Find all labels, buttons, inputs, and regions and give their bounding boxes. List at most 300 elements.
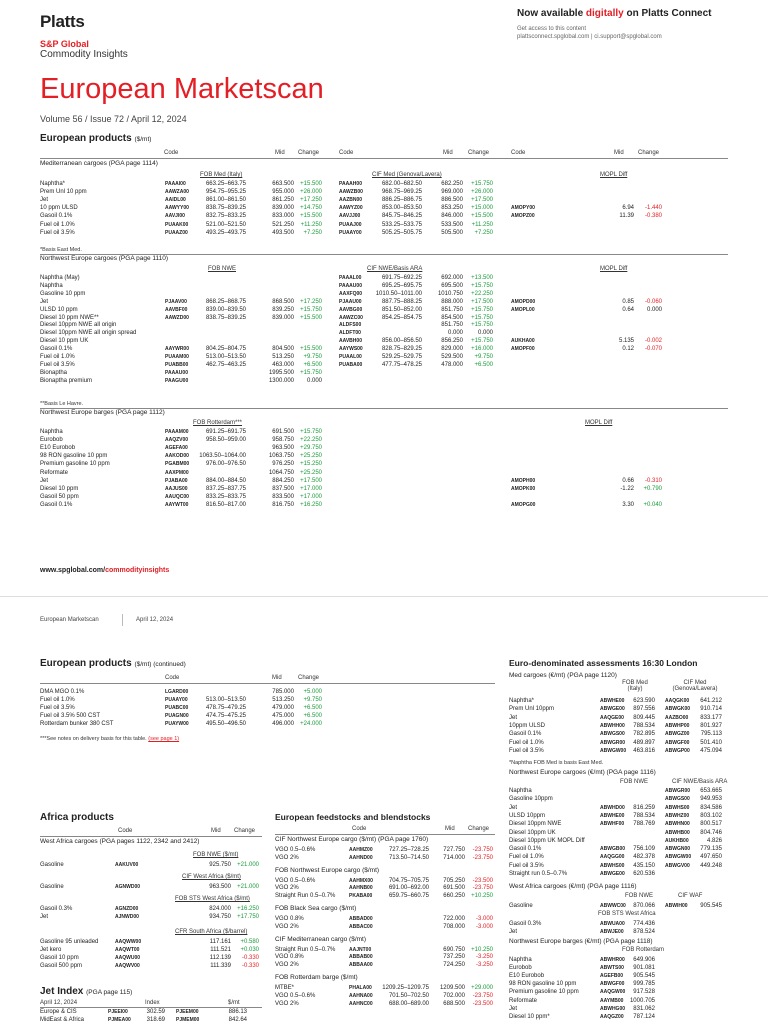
symbol-code: AAXFQ00 [339, 290, 363, 297]
row-label: Fuel oil 3.5% [40, 705, 75, 712]
symbol-code: ABBAC00 [349, 923, 373, 930]
row-label: Straight Run 0.5–0.7% [275, 946, 336, 953]
value-cell: 910.714 [700, 706, 722, 713]
section-title-european-products-cont: European products ($/mt) (continued) [40, 658, 186, 669]
row-label: Gasoil 0.1% [40, 346, 73, 353]
value-cell: 112.139 [209, 955, 231, 961]
symbol-code: PUABA00 [339, 361, 363, 368]
row-label: Fuel oil 3.5% [509, 747, 544, 754]
value-cell: 832.75–833.25 [205, 213, 246, 220]
value-cell: 999.785 [633, 981, 655, 988]
symbol-code: AMOPL00 [511, 306, 535, 313]
symbol-code: ABWHP00 [665, 722, 690, 729]
table-row [0, 501, 768, 509]
row-label: Gasoline 10ppm [509, 796, 553, 803]
symbol-code: PJMEA00 [108, 1017, 131, 1023]
symbol-code: ABWWC00 [600, 903, 626, 909]
value-cell: 682.250 [441, 181, 463, 187]
jet-index-title: Jet Index (PGA page 115) [40, 986, 133, 997]
table-row [0, 961, 768, 969]
col-change-2: Change [468, 150, 490, 156]
change-value: +15.750 [471, 282, 493, 289]
value-cell: 856.250 [441, 338, 463, 345]
row-label: VGO 2% [275, 962, 299, 969]
symbol-code: ABWHS00 [665, 804, 690, 811]
jet-col-index: Index [145, 1000, 160, 1006]
euro-fob-nwe-header: FOB NWE [620, 779, 648, 785]
value-cell: 804.746 [700, 829, 722, 836]
table-row [0, 861, 768, 869]
row-label: Diesel 10 ppm NWE** [40, 314, 99, 321]
value-cell: 708.000 [443, 923, 465, 930]
symbol-code: AMOPK00 [511, 485, 536, 492]
symbol-code: AAYWT00 [165, 501, 189, 508]
row-label: Bionaptha premium [40, 377, 93, 384]
platts-logo: Platts [40, 12, 85, 31]
value-cell: 861.250 [272, 197, 294, 204]
med-note: *Basis East Med. [40, 247, 82, 253]
symbol-code: PAAGU00 [165, 377, 189, 384]
volume-line: Volume 56 / Issue 72 / April 12, 2024 [40, 114, 187, 124]
delivery-note: ***See notes on delivery basis for this table. (see page 1) [40, 736, 180, 742]
value-cell: 861.00–861.50 [205, 197, 246, 204]
value-cell: 505.25–505.75 [381, 229, 422, 236]
table-row [0, 477, 768, 485]
value-cell: 117.161 [209, 939, 231, 945]
symbol-code: ABWGN00 [665, 846, 691, 853]
table-row [0, 361, 768, 369]
value-cell: 774.436 [633, 921, 655, 927]
symbol-code: ABWHD00 [600, 804, 625, 811]
page-separator [0, 596, 768, 597]
value-cell: 804.25–804.75 [205, 346, 246, 353]
jet-date: April 12, 2024 [40, 1000, 78, 1006]
table-row [0, 884, 768, 892]
symbol-code: AAKUV00 [115, 862, 139, 868]
fob-nwe-header: FOB NWE [208, 266, 236, 272]
value-cell: 1063.50–1064.00 [199, 453, 246, 460]
change-value: -1.440 [644, 205, 662, 212]
symbol-code: AAKOD00 [165, 453, 189, 460]
value-cell: 501.410 [700, 739, 722, 746]
value-cell: 691.500 [272, 429, 294, 435]
row-label: Jet [40, 914, 49, 920]
row-label: Jet [509, 929, 518, 936]
symbol-code: ABBAB00 [349, 954, 373, 961]
value-cell: 853.250 [441, 205, 463, 212]
change-value: -23.750 [472, 854, 493, 861]
value-cell: 1209.25–1209.75 [382, 985, 429, 991]
symbol-code: ABWIH00 [665, 903, 688, 909]
value-cell: 478.75–479.25 [205, 705, 246, 712]
symbol-code: PAAAI00 [165, 181, 186, 187]
value-cell: 851.750 [441, 322, 463, 329]
change-value: +15.750 [471, 322, 493, 329]
value-cell: 521.00–521.50 [205, 221, 246, 228]
symbol-code: PGABM00 [165, 461, 190, 468]
value-cell: 0.12 [622, 346, 634, 353]
value-cell: 837.25–837.75 [205, 485, 246, 492]
value-cell: 839.250 [272, 306, 294, 313]
euro-waf-title: West Africa cargoes (€/mt) (PGA page 1116) [509, 883, 637, 890]
value-cell: 462.75–463.25 [205, 361, 246, 368]
table-row [0, 915, 768, 923]
row-label: VGO 2% [275, 1000, 299, 1007]
symbol-code: AAVBG00 [339, 306, 363, 313]
row-label: Premium gasoline 10 ppm [509, 989, 579, 996]
row-label: Fuel oil 3.5% [509, 862, 544, 869]
change-value: +29.750 [300, 445, 322, 452]
symbol-code: AAZBN00 [339, 197, 363, 204]
cif-med-header: CIF Med (Genova/Lavera) [372, 172, 442, 178]
table-row [0, 369, 768, 377]
value-cell: 513.250 [272, 697, 294, 704]
value-cell: 479.000 [272, 705, 294, 712]
row-label: ULSD 10 ppm [40, 306, 78, 313]
change-value: -3.250 [475, 954, 493, 961]
table-row [0, 428, 768, 436]
symbol-code: ABWGK00 [665, 706, 691, 713]
value-cell: 834.586 [700, 804, 722, 811]
symbol-code: AAQZV00 [165, 437, 189, 444]
euro-med-note: *Naphtha FOB Med is basis East Med. [509, 760, 604, 766]
value-cell: 620.536 [633, 871, 655, 877]
symbol-code: ABWGR00 [600, 739, 626, 746]
symbol-code: ABBAA00 [349, 962, 373, 969]
row-label: Naphtha* [40, 181, 66, 187]
symbol-code: ABBAD00 [349, 916, 373, 922]
value-cell: 529.500 [441, 354, 463, 360]
mopl-diff-header-2: MOPL Diff [600, 266, 628, 272]
change-value: -23.750 [472, 992, 493, 999]
symbol-code: AGEFA00 [165, 445, 188, 452]
symbol-code: AAVBF00 [165, 306, 188, 313]
see-page-link[interactable]: (see page 1) [148, 736, 180, 742]
symbol-code: PUAAL00 [339, 354, 362, 360]
symbol-code: ABWGB00 [600, 846, 626, 853]
change-value: +15.750 [300, 369, 322, 376]
table-row [0, 204, 768, 212]
value-cell: 833.177 [700, 714, 722, 721]
table-row [0, 337, 768, 345]
change-value: -23.500 [472, 1000, 493, 1007]
africa-col-code: Code [118, 828, 133, 834]
symbol-code: ALDFT00 [339, 330, 361, 337]
row-label: Jet [509, 804, 518, 811]
table-row [0, 892, 768, 900]
value-cell: 724.250 [443, 962, 465, 969]
row-label: 98 RON gasoline 10 ppm [509, 981, 577, 988]
symbol-code: AAQWT00 [115, 947, 140, 953]
euro-fob-med-header: FOB Med (Italy) [622, 680, 648, 692]
change-value: +21.000 [237, 884, 259, 890]
symbol-code: AMOPG00 [511, 501, 536, 508]
value-cell: 529.25–529.75 [381, 354, 422, 360]
symbol-code: AMOPD00 [511, 298, 536, 305]
value-cell: 809.445 [633, 714, 655, 721]
table-row [0, 353, 768, 361]
change-value: +15.750 [300, 306, 322, 313]
change-value: +15.750 [471, 181, 493, 187]
change-value: +0.040 [643, 501, 662, 508]
change-value: +6.500 [474, 361, 493, 368]
value-cell: 727.750 [443, 847, 465, 853]
change-value: +7.250 [474, 229, 493, 236]
value-cell: 800.517 [700, 821, 722, 828]
row-label: Gasoil 0.1% [509, 846, 542, 853]
change-value: +29.000 [471, 985, 493, 991]
row-label: Jet [40, 197, 49, 204]
value-cell: 663.25–663.75 [205, 181, 246, 187]
change-value: -0.330 [241, 955, 259, 961]
euro-med-title: Med cargoes (€/mt) (PGA page 1120) [509, 672, 617, 679]
change-value: -3.000 [475, 916, 493, 922]
symbol-code: AAHMZ00 [349, 847, 373, 853]
table-row [0, 469, 768, 477]
change-value: +26.000 [300, 189, 322, 196]
symbol-code: AAQGE00 [600, 714, 624, 721]
row-label: Fuel oil 1.0% [40, 354, 75, 360]
euro-rotterdam-header: FOB Rotterdam [622, 947, 665, 953]
change-value: +17.250 [300, 197, 322, 204]
now-available-banner: Now available digitally on Platts Connect [517, 8, 712, 19]
table-row [0, 221, 768, 229]
value-cell: 856.00–856.50 [381, 338, 422, 345]
row-label: Straight run 0.5–0.7% [509, 871, 568, 877]
value-cell: -1.22 [620, 485, 634, 492]
value-cell: 824.000 [209, 906, 231, 912]
symbol-code: PAAAM00 [165, 429, 189, 435]
symbol-code: AAHNA00 [349, 992, 373, 999]
change-value: +17.500 [471, 298, 493, 305]
symbol-code: AAQWW00 [115, 939, 142, 945]
change-value: +11.250 [300, 221, 322, 228]
value-cell: 1995.500 [268, 369, 294, 376]
table-row [0, 1008, 768, 1016]
feed-col-code: Code [352, 826, 367, 832]
row-label: Jet kero [40, 947, 62, 953]
value-cell: 495.50–496.50 [205, 721, 246, 728]
value-cell: 901.081 [633, 965, 655, 972]
access-link[interactable]: plattsconnect.spglobal.com | ci.support@spglobal.com [517, 34, 662, 40]
symbol-code: PUABC00 [165, 705, 189, 712]
row-label: Fuel oil 1.0% [40, 221, 75, 228]
feed-subsection-title: CIF Northwest Europe cargo ($/mt) (PGA page 1760) [275, 836, 429, 843]
value-cell: 5.135 [618, 338, 634, 345]
feed-col-change: Change [468, 826, 490, 832]
row-label: Eurobob [509, 965, 532, 972]
change-value: +15.500 [300, 314, 322, 321]
symbol-code: ABWGE00 [600, 706, 625, 713]
symbol-code: PUAAK00 [165, 221, 189, 228]
change-value: +0.790 [643, 485, 662, 492]
value-cell: 803.102 [700, 812, 722, 819]
symbol-code: ABWGS00 [665, 796, 690, 803]
value-cell: 837.500 [272, 485, 294, 492]
value-cell: 968.75–969.25 [381, 189, 422, 196]
value-cell: 513.250 [272, 354, 294, 360]
symbol-code: PUAAY00 [165, 697, 188, 704]
change-value: +14.750 [300, 205, 322, 212]
page-title: European Marketscan [40, 73, 324, 105]
symbol-code: ABWHZ00 [665, 812, 690, 819]
value-cell: 839.000 [272, 205, 294, 212]
row-label: Diesel 10ppm UK [509, 829, 556, 836]
symbol-code: ABWGW00 [600, 747, 627, 754]
change-value: +6.500 [303, 361, 322, 368]
row-label: E10 Eurobob [509, 973, 545, 980]
table-row [0, 739, 768, 747]
table-row [0, 485, 768, 493]
value-cell: 905.545 [633, 973, 655, 980]
value-cell: 884.00–884.50 [205, 477, 246, 484]
symbol-code: AAHNB00 [349, 885, 373, 892]
row-label: 10 ppm ULSD [40, 205, 78, 212]
row-label: Diesel 10ppm NWE [509, 821, 562, 828]
value-cell: 0.85 [622, 298, 634, 305]
fob-med-header: FOB Med (Italy) [200, 172, 243, 178]
value-cell: 976.250 [272, 461, 294, 468]
symbol-code: ABWHE00 [600, 698, 625, 704]
change-value: +17.250 [300, 298, 322, 305]
change-value: +16.250 [300, 501, 322, 508]
value-cell: 878.524 [633, 929, 655, 936]
med-cargoes-title: Mediterranean cargoes (PGA page 1114) [40, 160, 158, 167]
row-label: Diesel 10 ppm [40, 485, 79, 492]
change-value: -0.002 [644, 338, 662, 345]
fob-rotterdam-header: FOB Rotterdam*** [193, 420, 243, 426]
row-label: Gasoil 500 ppm [40, 963, 83, 969]
symbol-code: AAJNT00 [349, 946, 372, 953]
row-label: Jet [40, 298, 49, 305]
symbol-code: ABWGZ00 [665, 731, 690, 738]
symbol-code: AAWZC00 [339, 314, 363, 321]
value-cell: 969.000 [441, 189, 463, 196]
value-cell: 976.00–976.50 [205, 461, 246, 468]
value-cell: 0.000 [447, 330, 463, 337]
row-label: Rotterdam bunker 380 CST [40, 721, 114, 728]
row-label: Naphtha [40, 282, 63, 289]
table-row [0, 722, 768, 730]
row-label: Jet [509, 1005, 518, 1012]
symbol-code: ABWGF00 [600, 981, 625, 988]
value-cell: 868.25–868.75 [205, 298, 246, 305]
symbol-code: PUAYW00 [165, 721, 189, 728]
value-cell: 833.500 [272, 493, 294, 500]
symbol-code: AAHND00 [349, 854, 373, 861]
change-value: +10.250 [471, 893, 493, 900]
col-code-3: Code [511, 150, 526, 156]
value-cell: 497.650 [700, 854, 722, 861]
change-value: 0.000 [477, 330, 493, 337]
divider [40, 836, 262, 837]
col-change: Change [298, 675, 320, 681]
row-label: Gasoil 0.1% [40, 501, 73, 508]
row-label: Gasoline [40, 862, 64, 868]
col-mid-3: Mid [614, 150, 624, 156]
col-mid-2: Mid [443, 150, 453, 156]
row-label: Naphtha [509, 957, 532, 963]
row-label: Naphtha [40, 429, 63, 435]
symbol-code: AAHNC00 [349, 1000, 373, 1007]
change-value: -23.750 [472, 847, 493, 853]
value-cell: 660.250 [443, 893, 465, 900]
value-cell: 788.534 [633, 812, 655, 819]
symbol-code: PJEEM00 [176, 1009, 199, 1015]
africa-sts-header: FOB STS West Africa ($/mt) [175, 896, 250, 902]
commodity-insights-label: Commodity Insights [40, 49, 128, 60]
value-cell: 829.000 [441, 346, 463, 353]
table-row [0, 321, 768, 329]
value-cell: 954.75–955.25 [205, 189, 246, 196]
row-label: Gasoline [40, 884, 64, 890]
euro-assessments-title: Euro-denominated assessments 16:30 London [509, 658, 698, 668]
feedstocks-title: European feedstocks and blendstocks [275, 812, 431, 822]
row-label: VGO 0.5–0.6% [275, 877, 316, 884]
symbol-code: AAQGG00 [600, 854, 625, 861]
row-label: VGO 2% [275, 885, 299, 892]
value-cell: 659.75–660.75 [388, 893, 429, 900]
row-label: VGO 0.5–0.6% [275, 992, 316, 999]
euro-waf-fob-header: FOB NWE [625, 893, 653, 899]
value-cell: 917.528 [633, 989, 655, 996]
value-cell: 0.66 [622, 477, 634, 484]
symbol-code: ABWGW00 [665, 854, 692, 861]
symbol-code: PUAAY00 [339, 229, 362, 236]
value-cell: 692.000 [441, 275, 463, 281]
mopl-diff-header: MOPL Diff [600, 172, 628, 178]
value-cell: 463.816 [633, 747, 655, 754]
symbol-code: AUKHB00 [665, 837, 689, 844]
jet-col-mt: $/mt [228, 1000, 240, 1006]
table-row [0, 493, 768, 501]
value-cell: 886.25–886.75 [381, 197, 422, 204]
col-code: Code [164, 150, 179, 156]
symbol-code: AAQGK00 [665, 698, 690, 704]
table-row [0, 972, 768, 980]
website-link[interactable]: www.spglobal.com/commodityinsights [40, 567, 170, 574]
value-cell: 641.212 [700, 698, 722, 704]
row-label: Naphtha [509, 788, 532, 794]
change-value: +17.750 [237, 914, 259, 920]
table-row [0, 298, 768, 306]
value-cell: 111.521 [210, 947, 231, 953]
change-value: +17.000 [300, 493, 322, 500]
feed-col-mid: Mid [445, 826, 455, 832]
change-value: +11.250 [471, 221, 493, 228]
symbol-code: PJEEI00 [108, 1009, 128, 1015]
value-cell: 868.500 [272, 298, 294, 305]
table-row [0, 953, 768, 961]
change-value: +24.000 [300, 721, 322, 728]
value-cell: 839.00–839.50 [205, 306, 246, 313]
value-cell: 663.500 [272, 181, 294, 187]
value-cell: 845.75–846.25 [381, 213, 422, 220]
africa-col-mid: Mid [211, 828, 221, 834]
row-label: VGO 2% [275, 923, 299, 930]
value-cell: 851.50–852.00 [381, 306, 422, 313]
value-cell: 870.066 [633, 903, 655, 909]
symbol-code: ABWUA00 [600, 921, 625, 927]
table-row [0, 905, 768, 913]
symbol-code: PAAAH00 [339, 181, 362, 187]
change-value: +9.750 [474, 354, 493, 360]
row-label: Fuel oil 1.0% [509, 739, 544, 746]
value-cell: 737.250 [443, 954, 465, 961]
table-row [0, 846, 768, 854]
value-cell: 1000.705 [629, 997, 655, 1004]
value-cell: 695.25–695.75 [381, 282, 422, 289]
